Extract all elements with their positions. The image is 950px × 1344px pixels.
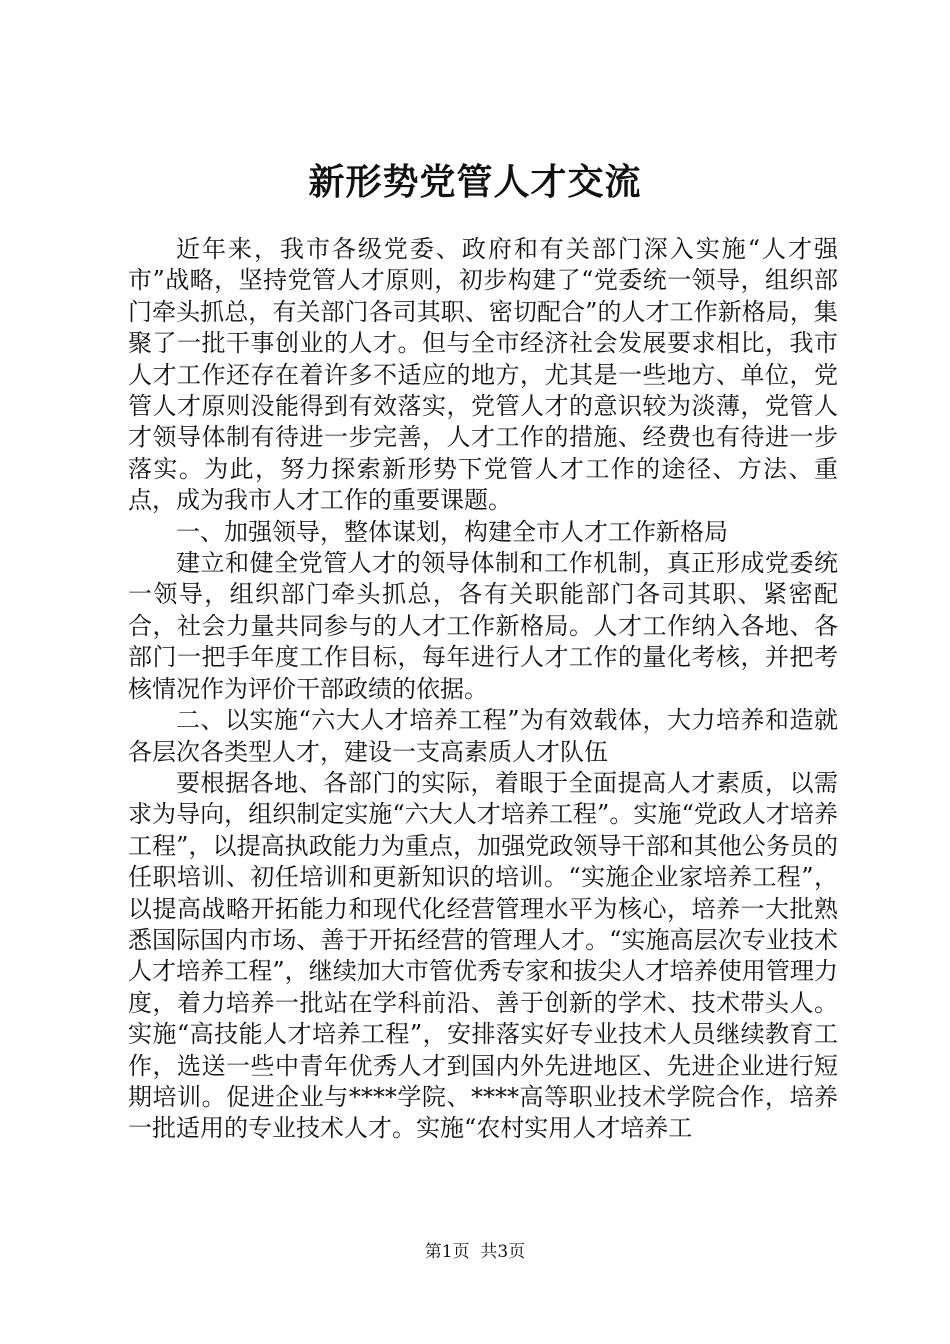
paragraph-section-1: 建立和健全党管人才的领导体制和工作机制，真正形成党委统一领导，组织部门牵头抓总，各有关职能部门各司其职、紧密配合，社会力量共同参与的人才工作新格局。人才工作纳入各地、各部门一把手年度工作目标，每年进行人才工作的量化考核，并把考核情况作为评价干部政绩的依据。 [128,549,838,703]
page-number: 第1页 [424,1242,470,1262]
paragraph-intro: 近年来，我市各级党委、政府和有关部门深入实施“人才强市”战略，坚持党管人才原则，初步构建了“党委统一领导，组织部门牵头抓总，有关部门各司其职、密切配合”的人才工作新格局，集聚了一批干事创业的人才。但与全市经济社会发展要求相比，我市人才工作还存在着许多不适应的地方，尤其是一些地方、单位，党管人才原则没能得到有效落实，党管人才的意识较为淡薄，党管人才领导体制有待进一步完善，人才工作的措施、经费也有待进一步落实。为此，努力探索新形势下党管人才工作的途径、方法、重点，成为我市人才工作的重要课题。 [128,235,838,515]
page-total: 共3页 [480,1242,526,1262]
section-heading-2: 二、以实施“六大人才培养工程”为有效载体，大力培养和造就各层次各类型人才，建设一支高素质人才队伍 [128,706,838,766]
page-footer [0,1241,950,1263]
document-body [128,234,838,1145]
document-title: 新形势党管人才交流 [308,161,642,203]
section-heading-1: 一、加强领导，整体谋划，构建全市人才工作新格局 [176,517,728,546]
paragraph-section-2: 要根据各地、各部门的实际，着眼于全面提高人才素质，以需求为导向，组织制定实施“六大人才培养工程”。实施“党政人才培养工程”，以提高执政能力为重点，加强党政领导干部和其他公务员的任职培训、初任培训和更新知识的培训。“实施企业家培养工程”，以提高战略开拓能力和现代化经营管理水平为核心，培养一大批熟悉国际国内市场、善于开拓经营的管理人才。“实施高层次专业技术人才培养工程”，继续加大市管优秀专家和拔尖人才培养使用管理力度，着力培养一批站在学科前沿、善于创新的学术、技术带头人。实施“高技能人才培养工程”，安排落实好专业技术人员继续教育工作，选送一些中青年优秀人才到国内外先进地区、先进企业进行短期培训。促进企业与****学院、****高等职业技术学院合作，培养一批适用的专业技术人才。实施“农村实用人才培养工 [128,768,838,1143]
